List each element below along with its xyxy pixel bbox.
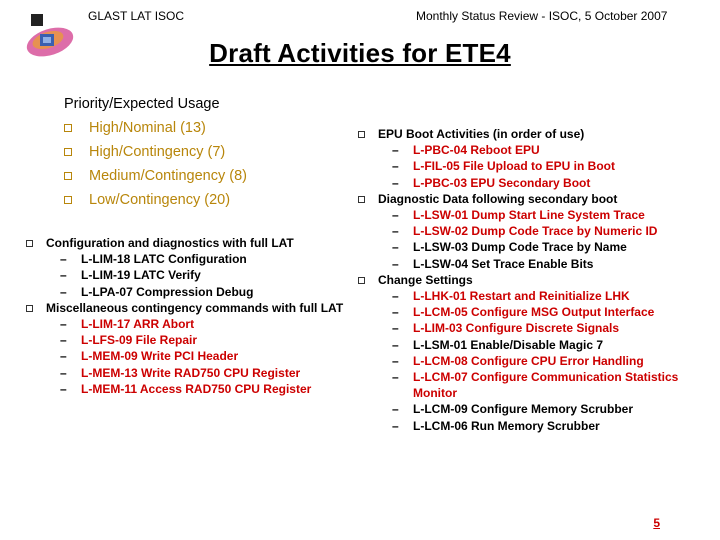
priority-item: High/Contingency (7) — [64, 140, 247, 164]
sub-item: – L-LSM-01 Enable/Disable Magic 7 — [392, 337, 604, 352]
bullet-item: Change Settings — [358, 272, 698, 288]
checkbox-bullet-icon — [64, 172, 72, 180]
square-bullet-icon — [26, 240, 33, 247]
sub-item: – L-PBC-04 Reboot EPU — [392, 143, 540, 158]
bullet-item: Configuration and diagnostics with full LAT — [26, 235, 346, 251]
sub-item: – L-PBC-03 EPU Secondary Boot — [392, 175, 591, 190]
sub-item: – L-LCM-05 Configure MSG Output Interface — [392, 305, 655, 320]
page-title: Draft Activities for ETE4 — [209, 38, 511, 68]
sub-item: – L-LIM-18 LATC Configuration — [60, 252, 247, 267]
sub-item: – L-LPA-07 Compression Debug — [60, 284, 254, 299]
sub-item: – L-MEM-11 Access RAD750 CPU Register — [60, 381, 312, 396]
checkbox-bullet-icon — [64, 148, 72, 156]
sub-item: – L-LCM-06 Run Memory Scrubber — [392, 418, 600, 433]
sub-item: – L-LFS-09 File Repair — [60, 333, 198, 348]
header-right: Monthly Status Review - ISOC, 5 October 2007 — [416, 9, 668, 23]
sub-item: – L-LCM-08 Configure CPU Error Handling — [392, 353, 644, 368]
priority-item: High/Nominal (13) — [64, 116, 247, 140]
sub-item: – L-LSW-02 Dump Code Trace by Numeric ID — [392, 224, 658, 239]
bullet-item: Miscellaneous contingency commands with full LAT — [26, 300, 346, 316]
priority-legend — [64, 92, 247, 212]
left-column — [26, 235, 346, 397]
sub-item: – L-LIM-17 ARR Abort — [60, 317, 195, 332]
priority-item: Low/Contingency (20) — [64, 188, 247, 212]
square-bullet-icon — [358, 131, 365, 138]
checkbox-bullet-icon — [64, 196, 72, 204]
sub-item: – L-LCM-07 Configure Communication Statistics Monitor — [392, 370, 679, 401]
sub-item: – L-LSW-01 Dump Start Line System Trace — [392, 208, 645, 223]
priority-heading: Priority/Expected Usage — [64, 96, 220, 112]
square-bullet-icon — [358, 196, 365, 203]
square-bullet-icon — [26, 305, 33, 312]
sub-item: – L-LIM-19 LATC Verify — [60, 268, 201, 283]
bullet-item: EPU Boot Activities (in order of use) — [358, 126, 698, 142]
page-number: 5 — [653, 516, 660, 530]
sub-item: – L-LCM-09 Configure Memory Scrubber — [392, 402, 634, 417]
square-bullet-icon — [358, 277, 365, 284]
sub-item: – L-MEM-13 Write RAD750 CPU Register — [60, 365, 301, 380]
sub-item: – L-LIM-03 Configure Discrete Signals — [392, 321, 620, 336]
priority-item: Medium/Contingency (8) — [64, 164, 247, 188]
sub-item: – L-MEM-09 Write PCI Header — [60, 349, 239, 364]
bullet-item: Diagnostic Data following secondary boot — [358, 191, 698, 207]
header-left: GLAST LAT ISOC — [88, 9, 185, 23]
right-column — [358, 126, 698, 434]
sub-item: – L-LHK-01 Restart and Reinitialize LHK — [392, 289, 630, 304]
checkbox-bullet-icon — [64, 124, 72, 132]
sub-item: – L-LSW-03 Dump Code Trace by Name — [392, 240, 627, 255]
sub-item: – L-LSW-04 Set Trace Enable Bits — [392, 256, 594, 271]
sub-item: – L-FIL-05 File Upload to EPU in Boot — [392, 159, 615, 174]
